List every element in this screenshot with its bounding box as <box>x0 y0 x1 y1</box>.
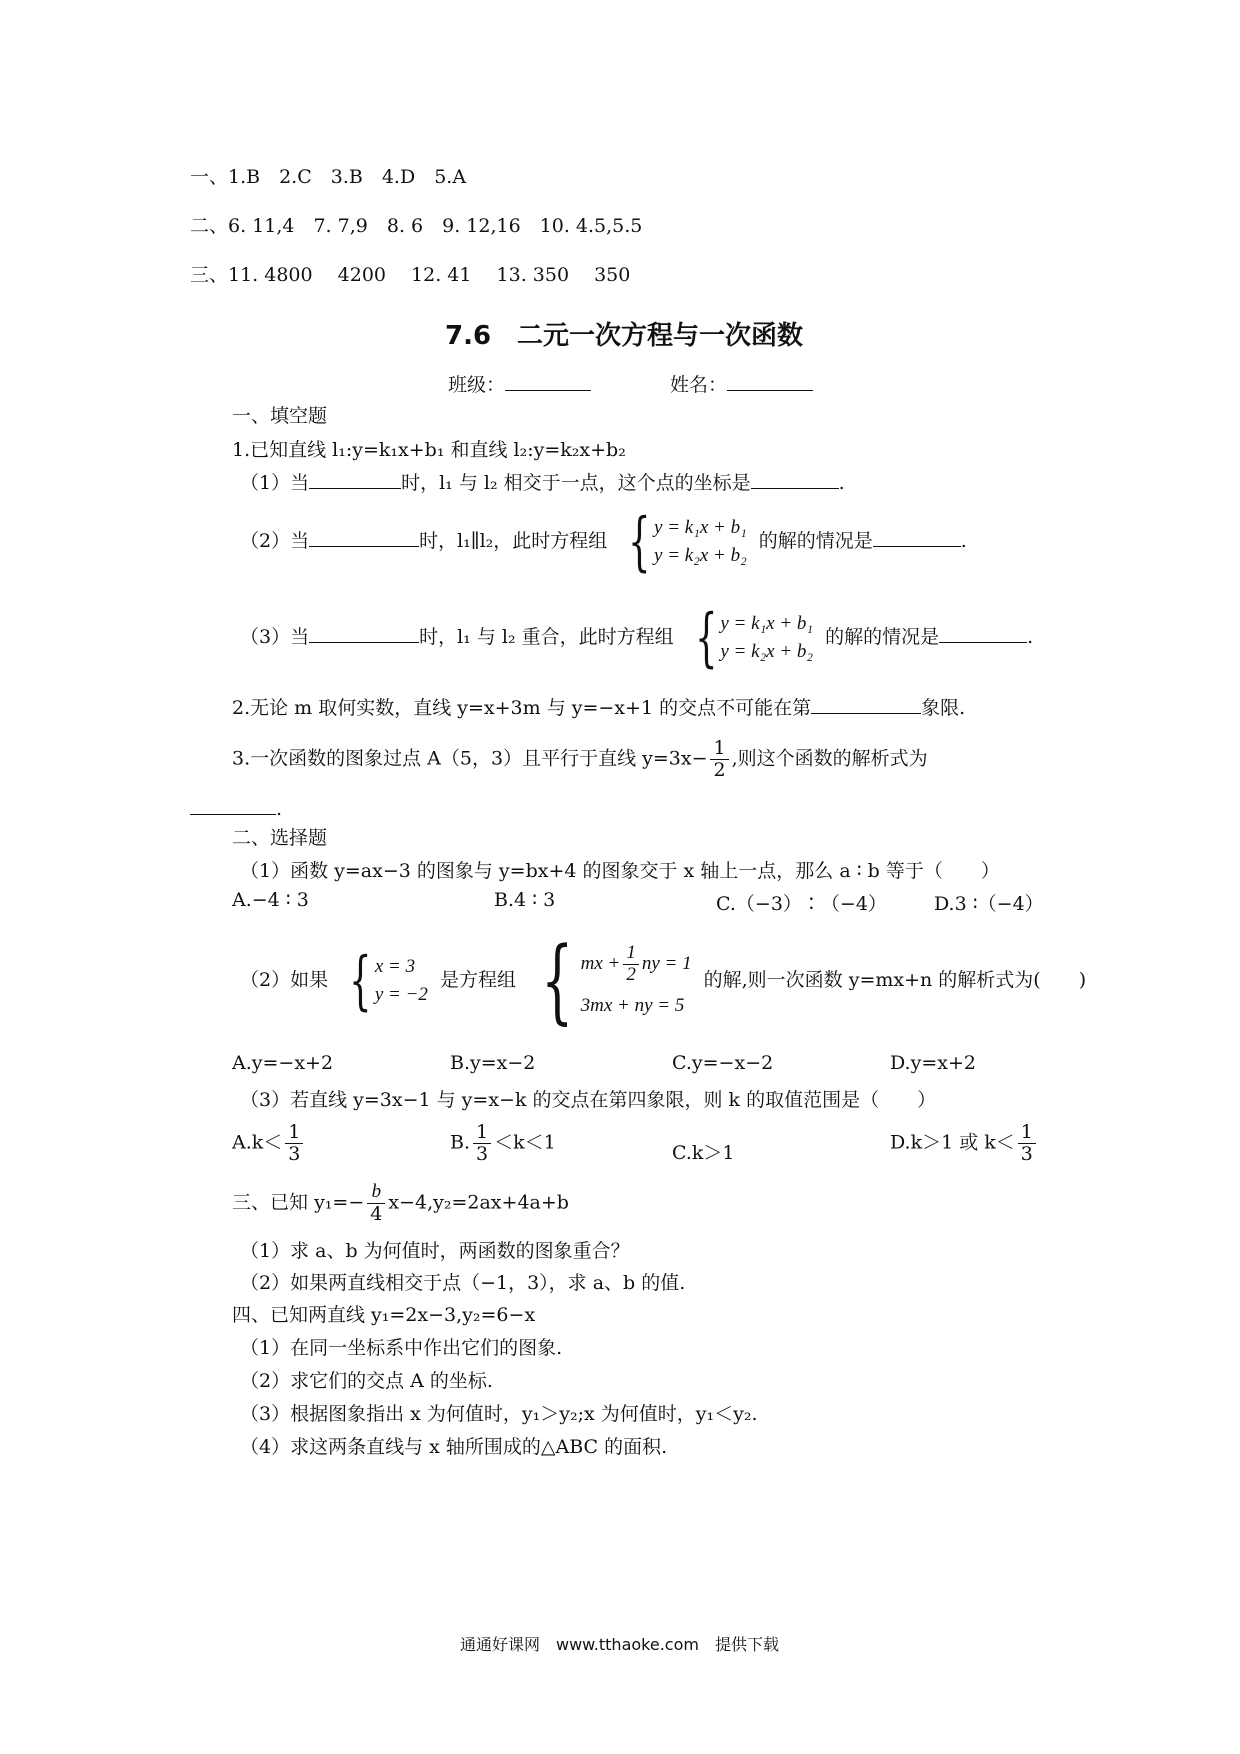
q1-part1-b: 时，l₁ 与 l₂ 相交于一点，这个点的坐标是 <box>401 472 751 494</box>
sys-eq-1: y = k₁x + b₁ <box>654 517 747 539</box>
c2-eq-2: 3mx + ny = 5 <box>580 994 685 1016</box>
page-title: 7.6 二元一次方程与一次函数 <box>445 321 804 351</box>
q1-part1: （1）当 时，l₁ 与 l₂ 相交于一点，这个点的坐标是 . <box>240 468 845 495</box>
q2 <box>232 693 965 720</box>
c2-solution-system: { x = 3 y = −2 <box>349 944 428 1018</box>
c2-option-a: A.y=−x+2 <box>232 1052 334 1074</box>
q1-part2-b: 时，l₁∥l₂，此时方程组 <box>419 530 608 552</box>
c2-b: 是方程组 <box>439 969 516 991</box>
c2-stem <box>240 927 1087 1034</box>
c1-option-a: A.−4 ∶ 3 <box>232 889 309 911</box>
c3-option-c: C.k＞1 <box>672 1142 735 1164</box>
q2-b: 象限. <box>921 697 966 719</box>
answer-row-2: 二、6. 11,4 7. 7,9 8. 6 9. 12,16 10. 4.5,5.5 <box>190 215 643 237</box>
q3-answer-line: . <box>190 794 282 820</box>
q3-fraction: $\frac{1}{2}$ <box>710 738 728 781</box>
q1-part1-blank1 <box>309 468 401 489</box>
c3-stem: （3）若直线 y=3x−1 与 y=x−k 的交点在第四象限，则 k 的取值范围是（ ） <box>240 1089 937 1111</box>
q1-part3-system: { y = k₁x + b₁ y = k₂x + b₂ <box>694 601 814 675</box>
q3-blank <box>190 794 276 815</box>
q1-part1-a: （1）当 <box>240 472 310 494</box>
q1-part3-blank2 <box>939 622 1027 643</box>
s4-question-4: （4）求这两条直线与 x 轴所围成的△ABC 的面积. <box>240 1436 668 1458</box>
sys-eq-1: y = k₁x + b₁ <box>720 613 814 635</box>
q1-part3-blank1 <box>309 622 419 643</box>
sys-eq-2: y = k₂x + b₂ <box>720 641 814 662</box>
q3-b: ,则这个函数的解析式为 <box>731 747 928 770</box>
q2-blank <box>811 693 921 714</box>
q1-part1-blank2 <box>751 468 839 489</box>
section-3-heading: 三、已知 y₁=− $\frac{b}{4}$ x−4,y₂=2ax+4a+b <box>232 1181 569 1225</box>
q1-part3-b: 时，l₁ 与 l₂ 重合，此时方程组 <box>419 626 674 648</box>
c2-equation-system: { mx + $\frac{1}{2}$ ny = 1 3mx + ny = 5 <box>541 927 692 1034</box>
c2-option-d: D.y=x+2 <box>890 1052 976 1074</box>
q1-stem: 1.已知直线 l₁:y=k₁x+b₁ 和直线 l₂:y=k₂x+b₂ <box>232 439 626 461</box>
c1-option-b: B.4 ∶ 3 <box>494 889 556 911</box>
answer-row-1: 一、1.B 2.C 3.B 4.D 5.A <box>190 166 467 188</box>
q1-part2-system: { y = k₁x + b₁ y = k₂x + b₂ <box>628 505 747 579</box>
answer-row-3: 三、11. 4800 4200 12. 41 13. 350 350 <box>190 264 631 286</box>
section-choice-heading: 二、选择题 <box>232 827 328 849</box>
c2-c: 的解,则一次函数 y=mx+n 的解析式为( ) <box>703 969 1087 991</box>
c2-option-c: C.y=−x−2 <box>672 1052 774 1074</box>
s4-question-2: （2）求它们的交点 A 的坐标. <box>240 1370 493 1392</box>
q1-part2: （2）当 时，l₁∥l₂，此时方程组 { y = k₁x + b₁ y = k₂x + b₂ 的解的情况是 . <box>240 505 967 579</box>
c2-option-b: B.y=x−2 <box>450 1052 536 1074</box>
c3-option-d: D.k＞1 或 k＜ $\frac{1}{3}$ <box>890 1122 1039 1165</box>
s4-question-3: （3）根据图象指出 x 为何值时，y₁＞y₂;x 为何值时，y₁＜y₂. <box>240 1403 758 1425</box>
c2-sol-1: x = 3 <box>374 956 416 978</box>
name-field <box>670 370 813 397</box>
q1-part2-blank2 <box>873 526 961 547</box>
name-label: 姓名： <box>670 374 728 396</box>
c2-a: （2）如果 <box>240 969 329 991</box>
q1-part3: （3）当 时，l₁ 与 l₂ 重合，此时方程组 { y = k₁x + b₁ y = k₂x + b₂ 的解的情况是 . <box>240 601 1034 675</box>
c3-option-b: B. $\frac{1}{3}$ ＜k＜1 <box>450 1121 556 1165</box>
s4-question-1: （1）在同一坐标系中作出它们的图象. <box>240 1337 563 1359</box>
q1-part3-a: （3）当 <box>240 626 310 648</box>
q3-a: 3.一次函数的图象过点 A（5，3）且平行于直线 y=3x− <box>232 747 708 770</box>
q3 <box>232 738 928 781</box>
c3-option-a: A.k＜ $\frac{1}{3}$ <box>232 1122 306 1165</box>
name-blank <box>727 370 813 391</box>
s3-question-2: （2）如果两直线相交于点（−1，3），求 a、b 的值. <box>240 1272 686 1294</box>
section-4-heading: 四、已知两直线 y₁=2x−3,y₂=6−x <box>232 1304 536 1326</box>
q1-part3-c: 的解的情况是 <box>825 626 940 648</box>
class-blank <box>505 370 591 391</box>
c1-stem: （1）函数 y=ax−3 的图象与 y=bx+4 的图象交于 x 轴上一点，那么 a ∶ b 等于（ ） <box>240 860 1000 882</box>
q1-part2-blank1 <box>309 526 419 547</box>
c1-option-d: D.3 ∶（−4） <box>934 893 1044 915</box>
class-label: 班级： <box>448 374 506 396</box>
sys-eq-2: y = k₂x + b₂ <box>654 545 747 566</box>
q1-part2-c: 的解的情况是 <box>758 530 873 552</box>
footer-text: 通通好课网 www.tthaoke.com 提供下载 <box>460 1635 779 1654</box>
q1-part2-a: （2）当 <box>240 530 310 552</box>
c2-sol-2: y = −2 <box>374 984 428 1005</box>
s3-question-1: （1）求 a、b 为何值时，两函数的图象重合？ <box>240 1240 630 1262</box>
section-fill-blank-heading: 一、填空题 <box>232 405 328 427</box>
class-field <box>448 370 591 397</box>
q2-a: 2.无论 m 取何实数，直线 y=x+3m 与 y=−x+1 的交点不可能在第 <box>232 697 812 719</box>
c1-option-c: C.（−3）∶（−4） <box>716 893 887 915</box>
c2-eq-1: mx + $\frac{1}{2}$ ny = 1 <box>580 941 692 985</box>
